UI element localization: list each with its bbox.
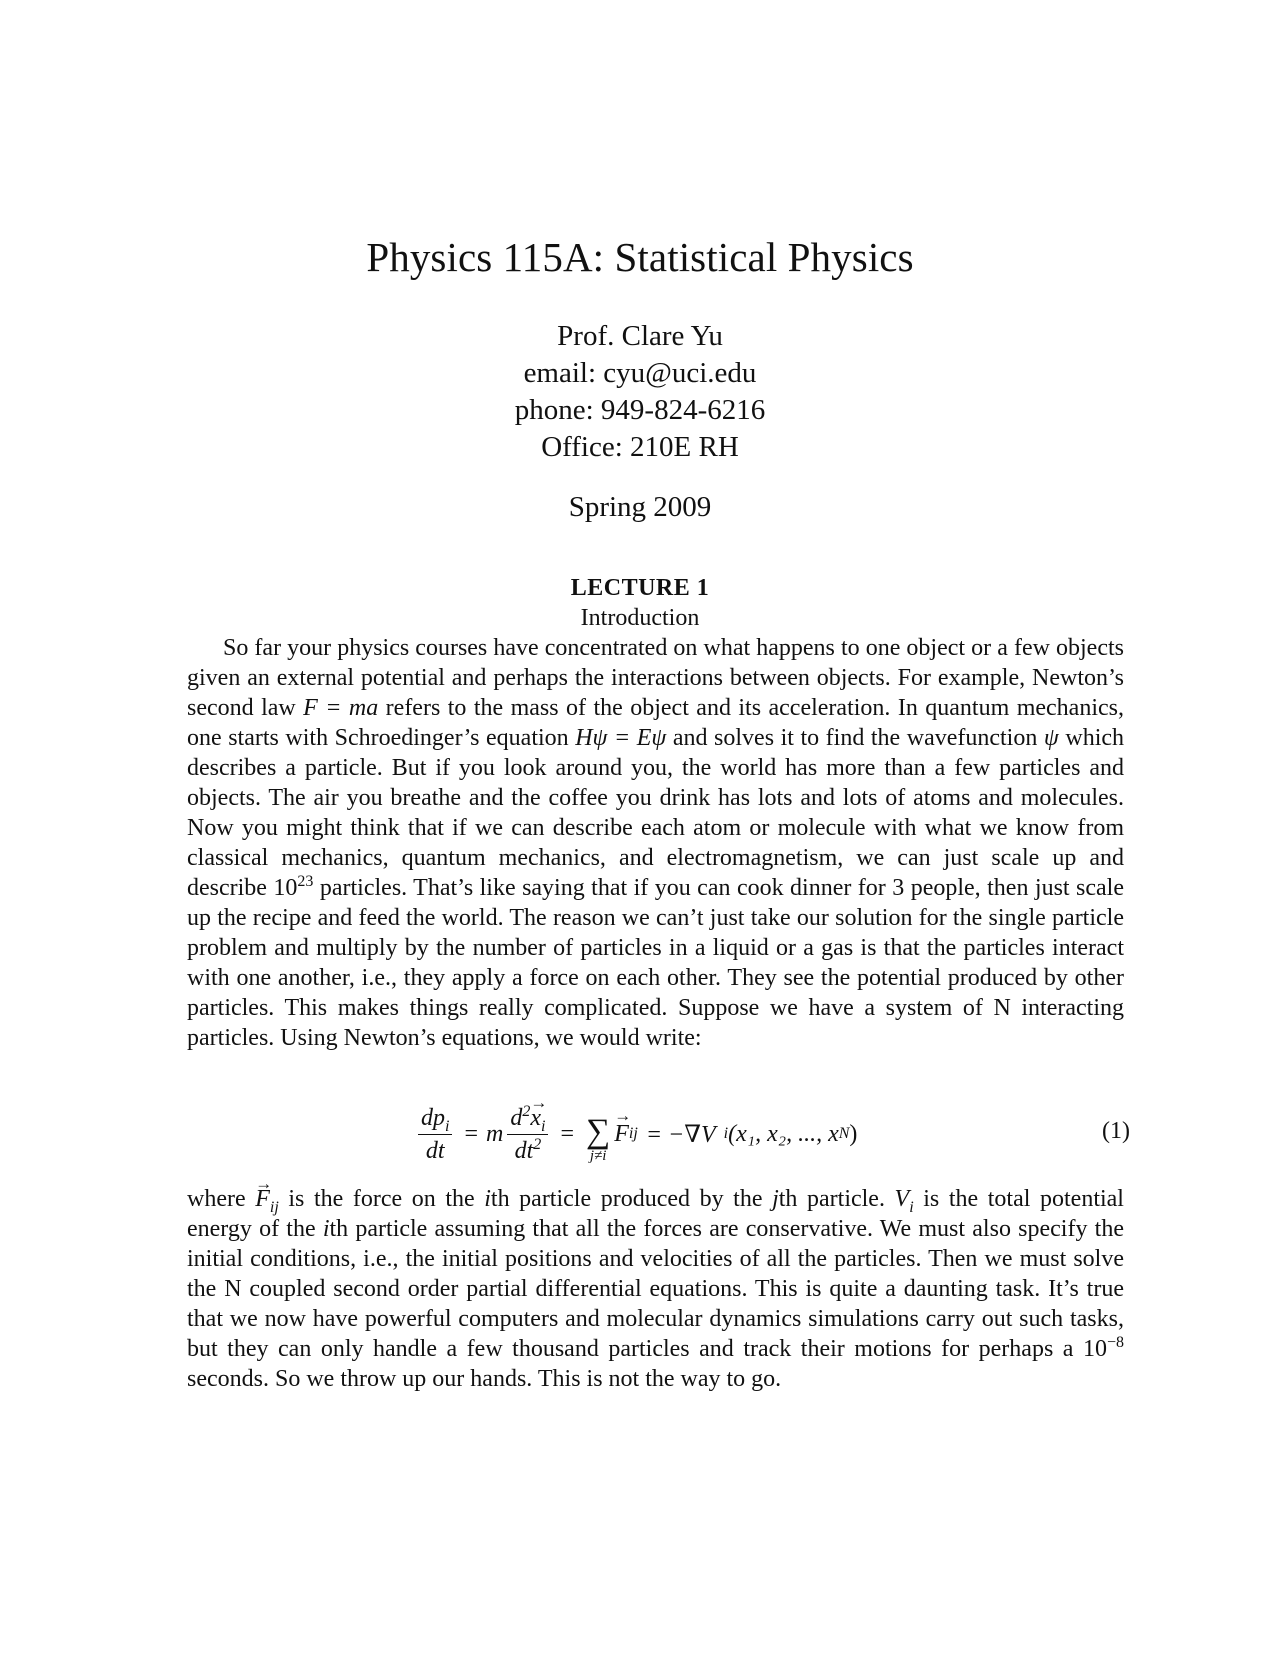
math-inline: Hψ = Eψ bbox=[575, 725, 667, 751]
power-exponent: −8 bbox=[1106, 1334, 1124, 1351]
term-date: Spring 2009 bbox=[568, 491, 712, 523]
summation bbox=[586, 1113, 611, 1164]
text-run: where bbox=[187, 1186, 256, 1212]
lecture-subheading: Introduction bbox=[580, 605, 700, 631]
math-inline: F = ma bbox=[303, 695, 379, 721]
lecture-heading: LECTURE 1 bbox=[570, 575, 710, 601]
momentum-derivative bbox=[418, 1104, 452, 1165]
author-info bbox=[0, 318, 1280, 466]
eq-subscript: i bbox=[541, 1117, 546, 1135]
text-run: So far your physics courses have concentrated on what happens to one object or a few objects given an external potential and perhaps the interactions between objects. For example, Newton’s second law bbox=[187, 635, 1124, 721]
text-run: th particle. bbox=[778, 1186, 895, 1212]
math-subscript: i bbox=[909, 1198, 914, 1216]
potential-arguments: (x₁, x₂, ..., x bbox=[728, 1120, 839, 1147]
professor-phone: phone: 949-824-6216 bbox=[514, 394, 766, 426]
text-run: th particle produced by the bbox=[490, 1186, 773, 1212]
eq-superscript: 2 bbox=[522, 1102, 531, 1120]
text-run: which describes a particle. But if you look around you, the world has more than a few particles and objects. The air you breathe and the coffee you drink has lots and lots of atoms and molecules. Now you might think that if we can describe each atom or molecule with what we know from classical mechanics, quantum mechanics, and electromagnetism, we can just scale up and describe bbox=[187, 725, 1125, 901]
text-run: refers to the mass of the object and its acceleration. In quantum mechanics, one starts with Schroedinger’s equation bbox=[187, 695, 1124, 751]
acceleration-fraction bbox=[507, 1104, 548, 1165]
math-inline: → F bbox=[255, 1184, 270, 1214]
math-inline: ψ bbox=[1043, 725, 1059, 751]
math-subscript: ij bbox=[269, 1198, 279, 1216]
eq-text: dt bbox=[514, 1137, 534, 1164]
eq-superscript: 2 bbox=[533, 1135, 542, 1153]
text-run: th particle assuming that all the forces are conservative. We must also specify the initial conditions, i.e., the initial positions and velocities of all the particles. Then we must solve the N coupled second order partial differential equations. This is quite a daunting task. It’s true that we now have powerful computers and molecular dynamics simulations carry out such tasks, but they can only handle a few thousand particles and track their motions for perhaps a bbox=[187, 1216, 1124, 1362]
power-base: 10 bbox=[1082, 1336, 1107, 1362]
math-inline: V bbox=[894, 1186, 910, 1212]
text-run: is the force on the bbox=[278, 1186, 485, 1212]
text-run: is the total potential energy of the bbox=[187, 1186, 1124, 1242]
equals-sign: = bbox=[560, 1120, 574, 1147]
equation-body: $\frac{dp_i}{dt}$ = m $\frac{d^2\to x_i}{dt^2}$ = ∑ j≠i → F ij = −∇V i (x₁, x₂, ..., x N ) bbox=[414, 1094, 857, 1174]
eq-text: ) bbox=[849, 1120, 858, 1147]
equation-1 bbox=[400, 1094, 1130, 1174]
equation-number: (1) bbox=[1102, 1118, 1130, 1144]
sum-limit: j≠i bbox=[589, 1148, 607, 1164]
eq-text: d bbox=[510, 1104, 523, 1131]
professor-email: email: cyu@uci.edu bbox=[523, 357, 757, 389]
equals-sign: = bbox=[464, 1120, 478, 1147]
eq-text: dp bbox=[421, 1104, 445, 1131]
professor-office: Office: 210E RH bbox=[541, 431, 739, 463]
eq-subscript: i bbox=[445, 1117, 450, 1135]
position-vector: → x bbox=[530, 1104, 541, 1132]
text-run: seconds. So we throw up our hands. This is not the way to go. bbox=[187, 1366, 782, 1392]
eq-text: dt bbox=[425, 1137, 445, 1164]
gradient-term: = −∇V bbox=[645, 1121, 716, 1148]
sum-symbol: ∑ bbox=[586, 1113, 611, 1150]
power-base: 10 bbox=[273, 875, 298, 901]
math-inline: i bbox=[322, 1216, 330, 1242]
text-run: and solves it to find the wavefunction bbox=[666, 725, 1044, 751]
professor-name: Prof. Clare Yu bbox=[557, 320, 723, 352]
math-inline: i bbox=[484, 1186, 491, 1212]
power-exponent: 23 bbox=[297, 873, 314, 890]
mass-symbol: m bbox=[486, 1120, 504, 1147]
text-run: particles. That’s like saying that if you can cook dinner for 3 people, then just scale up the recipe and feed the world. The reason we can’t just take our solution for the single particle problem and multiply by the number of particles in a liquid or a gas is that the particles interact with one another, i.e., they apply a force on each other. They see the potential produced by other particles. This makes things really complicated. Suppose we have a system of N interacting particles. Using Newton’s equations, we would write: bbox=[187, 875, 1124, 1051]
document-title: Physics 115A: Statistical Physics bbox=[366, 234, 914, 280]
math-inline: j bbox=[772, 1186, 779, 1212]
explanation-paragraph bbox=[187, 1184, 1124, 1394]
intro-paragraph bbox=[187, 633, 1124, 1053]
force-vector: → F bbox=[614, 1121, 629, 1148]
